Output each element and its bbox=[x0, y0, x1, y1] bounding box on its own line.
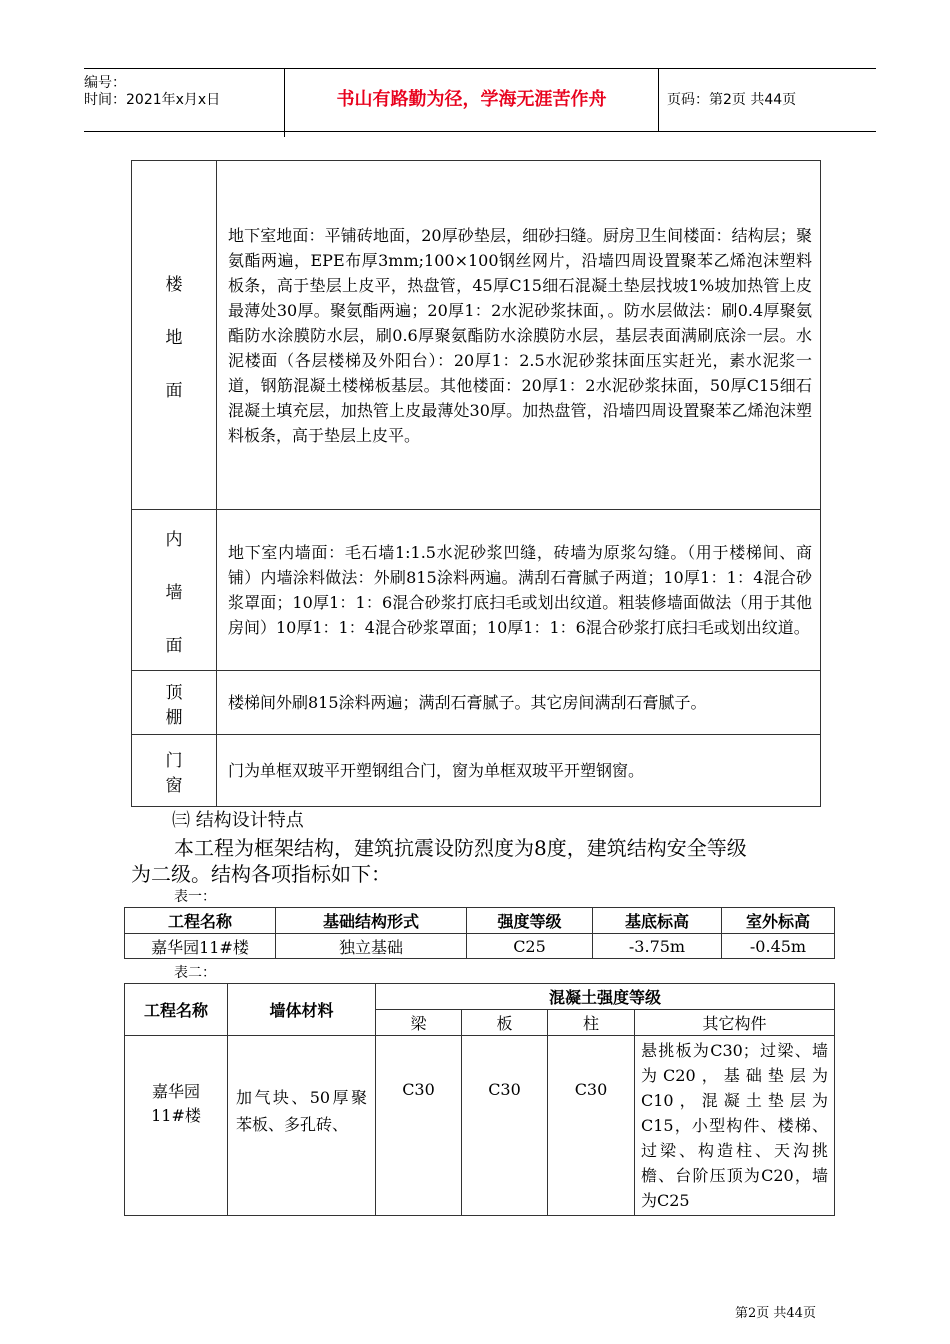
sub-header: 柱 bbox=[548, 1010, 635, 1036]
row-text: 地下室地面：平铺砖地面，20厚砂垫层，细砂扫缝。厨房卫生间楼面：结构层；聚氨酯两遍，EPE布厚3mm;100×100钢丝网片，沿墙四周设置聚苯乙烯泡沫塑料板条，高于垫层上皮平，热盘管，45厚C15细石混凝土垫层找坡1%坡加热管上皮最薄处30厚。聚氨酯两遍；20厚1：2水泥砂浆抹面，。防水层做法：刷0.4厚聚氨酯防水涂膜防水层，刷0.6厚聚氨酯防水涂膜防水层，基层表面满刷底涂一层。水泥楼面（各层楼梯及外阳台）：20厚1：2.5水泥砂浆抹面压实赶光，素水泥浆一道，钢筋混凝土楼梯板基层。其他楼面：20厚1：2水泥砂浆抹面，50厚C15细石混凝土填充层，加热管上皮最薄处30厚。加热盘管，沿墙四周设置聚苯乙烯泡沫塑料板条，高于垫层上皮平。 bbox=[217, 161, 821, 510]
motto: 书山有路勤为径，学海无涯苦作舟 bbox=[285, 69, 659, 131]
table2-label: 表二： bbox=[174, 965, 216, 981]
col-header: 基础结构形式 bbox=[276, 908, 467, 934]
sub-header: 板 bbox=[462, 1010, 548, 1036]
section-para: 本工程为框架结构，建筑抗震设防烈度为8度，建筑结构安全等级 bbox=[174, 836, 747, 860]
col-header: 工程名称 bbox=[125, 908, 276, 934]
header-meta bbox=[84, 69, 285, 137]
table-row bbox=[132, 510, 821, 671]
table-header-row bbox=[125, 908, 835, 934]
table-row bbox=[132, 161, 821, 510]
col-header: 混凝土强度等级 bbox=[376, 984, 835, 1010]
row-text: 楼梯间外刷815涂料两遍；满刮石膏腻子。其它房间满刮石膏腻子。 bbox=[217, 671, 821, 735]
sub-header: 梁 bbox=[376, 1010, 462, 1036]
table-one bbox=[124, 907, 835, 959]
table-cell: C30 bbox=[548, 1036, 635, 1216]
col-header: 基底标高 bbox=[593, 908, 722, 934]
table-cell: -0.45m bbox=[722, 934, 835, 959]
table-row bbox=[125, 1036, 835, 1216]
finish-table bbox=[131, 160, 821, 807]
row-text: 门为单框双玻平开塑钢组合门，窗为单框双玻平开塑钢窗。 bbox=[217, 735, 821, 807]
number-label: 编号： bbox=[84, 75, 126, 91]
sub-header: 其它构件 bbox=[635, 1010, 835, 1036]
table-cell: -3.75m bbox=[593, 934, 722, 959]
section-para: 为二级。结构各项指标如下： bbox=[131, 862, 391, 886]
col-header: 强度等级 bbox=[467, 908, 593, 934]
table-cell: C30 bbox=[462, 1036, 548, 1216]
table-cell: 嘉华园11#楼 bbox=[125, 1036, 228, 1216]
table-cell: 独立基础 bbox=[276, 934, 467, 959]
row-text: 地下室内墙面：毛石墙1:1.5水泥砂浆凹缝，砖墙为原浆勾缝。（用于楼梯间、商铺）内墙涂料做法：外刷815涂料两遍。满刮石膏腻子两道；10厚1：1：4混合砂浆罩面；10厚1：1：6混合砂浆打底扫毛或划出纹道。粗装修墙面做法（用于其他房间）10厚1：1：4混合砂浆罩面；10厚1：1：6混合砂浆打底扫毛或划出纹道。 bbox=[217, 510, 821, 671]
row-label: 顶 棚 bbox=[132, 671, 217, 735]
table1-label: 表一： bbox=[174, 889, 216, 905]
row-label: 门 窗 bbox=[132, 735, 217, 807]
row-label: 内 墙 面 bbox=[132, 510, 217, 671]
table-row bbox=[125, 934, 835, 959]
table-header-row bbox=[125, 984, 835, 1010]
page-header bbox=[84, 68, 876, 132]
time-label: 时间：2021年x月x日 bbox=[84, 92, 221, 108]
page-footer: 第2页 共44页 bbox=[735, 1306, 816, 1321]
table-cell: C30 bbox=[376, 1036, 462, 1216]
table-row bbox=[132, 735, 821, 807]
col-header: 室外标高 bbox=[722, 908, 835, 934]
section-heading: ㈢ 结构设计特点 bbox=[172, 810, 304, 831]
col-header: 墙体材料 bbox=[228, 984, 376, 1036]
table-cell: 悬挑板为C30；过梁、墙为C20，基础垫层为C10，混凝土垫层为C15，小型构件、楼梯、过梁、构造柱、天沟挑檐、台阶压顶为C20，墙为C25 bbox=[635, 1036, 835, 1216]
table-two bbox=[124, 983, 835, 1216]
page-label: 页码：第2页 共44页 bbox=[667, 92, 797, 108]
table-cell: 加气块、50厚聚苯板、多孔砖、 bbox=[228, 1036, 376, 1216]
col-header: 工程名称 bbox=[125, 984, 228, 1036]
row-label: 楼 地 面 bbox=[132, 161, 217, 510]
table-cell: 嘉华园11#楼 bbox=[125, 934, 276, 959]
table-row bbox=[132, 671, 821, 735]
table-cell: C25 bbox=[467, 934, 593, 959]
